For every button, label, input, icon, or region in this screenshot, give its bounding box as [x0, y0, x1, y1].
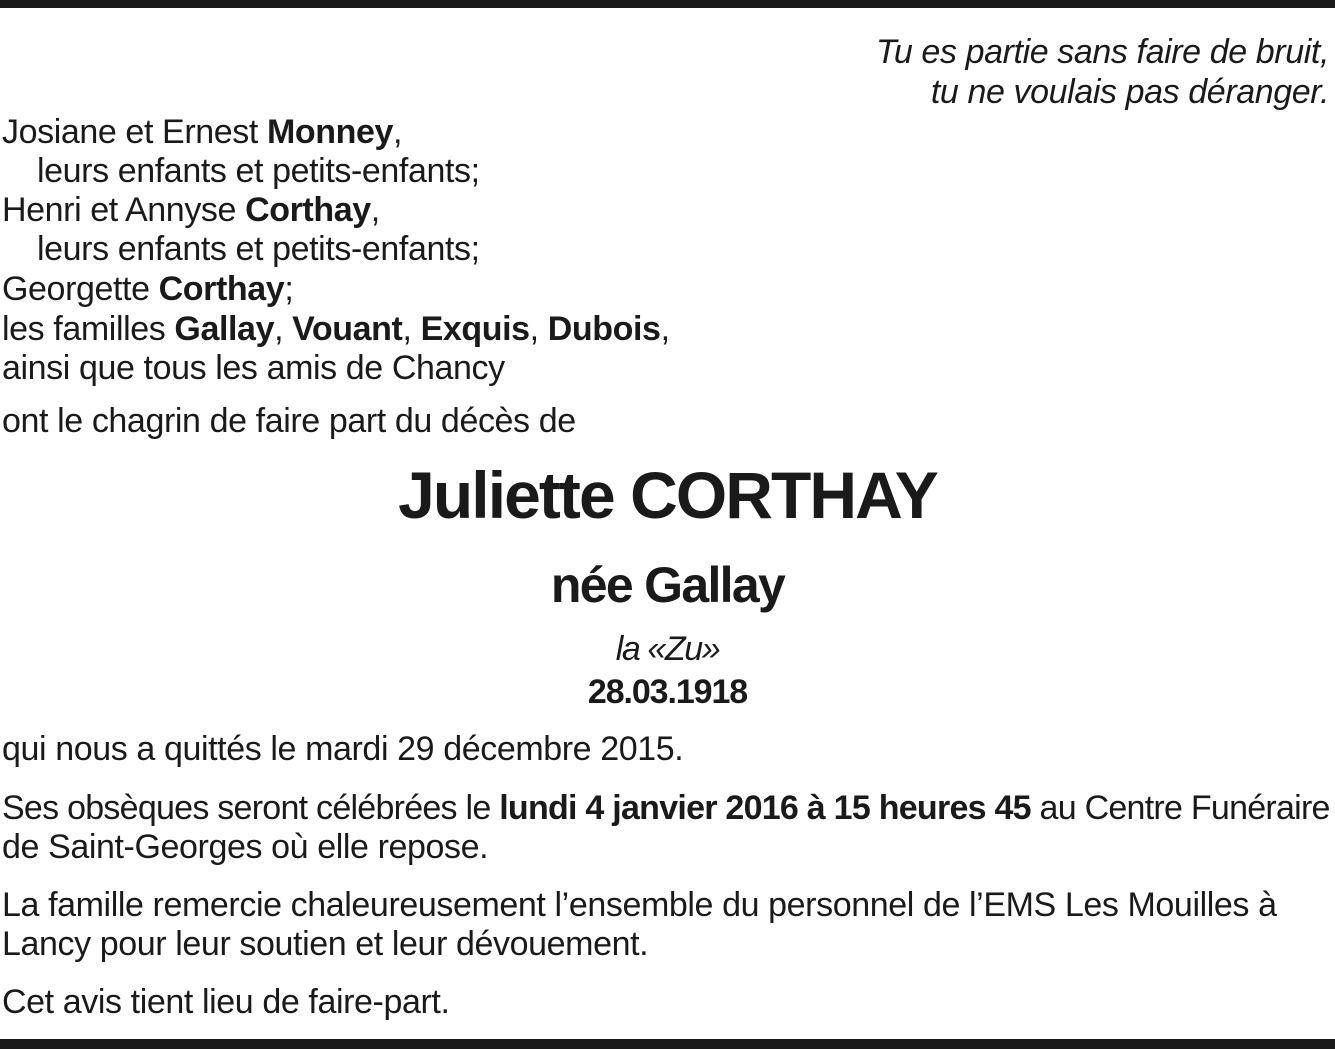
mourner-line-descendants-1: leurs enfants et petits-enfants; [37, 152, 480, 190]
deceased-name: Juliette CORTHAY [398, 458, 937, 532]
surname-monney: Monney [266, 113, 393, 151]
funeral-line-1: Ses obsèques seront célébrées le lundi 4 janvier 2016 à 15 heures 45 au Centre Funéraire [2, 789, 1330, 827]
funeral-line-2: de Saint-Georges où elle repose. [2, 828, 489, 866]
mourner-line-monney: Josiane et Ernest Monney, [2, 113, 403, 151]
bottom-rule [0, 1039, 1335, 1049]
funeral-datetime: lundi 4 janvier 2016 à 15 heures 45 [499, 789, 1031, 827]
family-gallay: Gallay [174, 310, 275, 348]
epigraph-line-2: tu ne voulais pas déranger. [930, 73, 1329, 111]
surname-corthay: Corthay [245, 191, 371, 229]
closing-note: Cet avis tient lieu de faire-part. [2, 983, 450, 1021]
mourner-line-corthay-henri: Henri et Annyse Corthay, [2, 191, 380, 229]
epigraph-line-1: Tu es partie sans faire de bruit, [876, 33, 1329, 71]
passing-notice: qui nous a quittés le mardi 29 décembre 2015. [2, 730, 684, 768]
thanks-line-2: Lancy pour leur soutien et leur dévouement. [2, 925, 649, 963]
family-dubois: Dubois [547, 310, 661, 348]
mourner-line-families: les familles Gallay, Vouant, Exquis, Dubois, [2, 310, 670, 348]
family-vouant: Vouant [292, 310, 403, 348]
maiden-name: née Gallay [550, 557, 785, 613]
nickname: la «Zu» [615, 630, 720, 668]
surname-corthay: Corthay [158, 270, 285, 308]
mourner-line-georgette: Georgette Corthay; [2, 270, 294, 308]
mourner-line-friends: ainsi que tous les amis de Chancy [2, 349, 505, 387]
family-exquis: Exquis [420, 310, 530, 348]
top-rule [0, 0, 1335, 8]
mourner-line-descendants-2: leurs enfants et petits-enfants; [37, 230, 480, 268]
thanks-line-1: La famille remercie chaleureusement l’ensemble du personnel de l’EMS Les Mouilles à [2, 886, 1277, 924]
birth-date: 28.03.1918 [587, 673, 748, 711]
announcement: ont le chagrin de faire part du décès de [2, 402, 576, 440]
